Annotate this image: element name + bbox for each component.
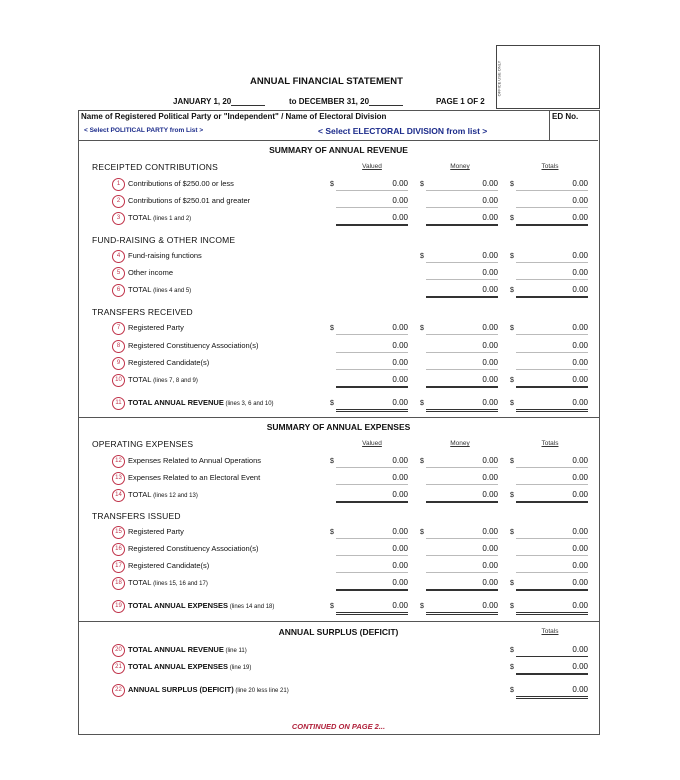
dollar-sign: $ (510, 603, 514, 610)
line-label (128, 341, 258, 350)
amount-field-totals[interactable]: 0.00 (516, 473, 588, 485)
line-label (128, 323, 184, 332)
column-header-totals: Totals (541, 440, 559, 447)
line-label (128, 490, 198, 499)
column-header-valued: Valued (362, 163, 382, 170)
line-label (128, 285, 191, 294)
dollar-sign: $ (510, 580, 514, 587)
line-label-text: Contributions of $250.01 and greater (128, 196, 251, 205)
line-number-badge: 4 (112, 250, 125, 263)
line-label-text: Other income (128, 268, 174, 277)
amount-field-money[interactable]: 0.00 (426, 527, 498, 539)
line-label (128, 578, 208, 587)
amount-field-valued[interactable]: 0.00 (336, 473, 408, 485)
line-label (128, 561, 209, 570)
line-number-badge: 5 (112, 267, 125, 280)
amount-field-money[interactable]: 0.00 (426, 341, 498, 353)
amount-field-valued[interactable]: 0.00 (336, 323, 408, 335)
line-note: (lines 4 and 5) (151, 288, 192, 294)
amount-field-valued[interactable]: 0.00 (336, 456, 408, 468)
line-label-text: Registered Party (128, 527, 184, 536)
dollar-sign: $ (420, 400, 424, 407)
amount-field-money[interactable]: 0.00 (426, 285, 498, 298)
dollar-sign: $ (330, 529, 334, 536)
line-number-badge: 2 (112, 195, 125, 208)
line-label (128, 179, 234, 188)
group-heading: RECEIPTED CONTRIBUTIONS (92, 162, 218, 172)
line-note: (lines 12 and 13) (151, 493, 198, 499)
amount-field-money[interactable]: 0.00 (426, 490, 498, 503)
dollar-sign: $ (510, 492, 514, 499)
amount-field-money[interactable]: 0.00 (426, 456, 498, 468)
amount-field-valued[interactable]: 0.00 (336, 578, 408, 591)
line-label-text: Expenses Related to an Electoral Event (128, 473, 261, 482)
line-label-text: Registered Constituency Association(s) (128, 544, 259, 553)
amount-field-valued[interactable]: 0.00 (336, 196, 408, 208)
line-note: (lines 1 and 2) (151, 216, 192, 222)
line-label-text: TOTAL ANNUAL REVENUE (128, 645, 224, 654)
section-title: SUMMARY OF ANNUAL EXPENSES (266, 422, 411, 432)
group-heading: TRANSFERS ISSUED (92, 511, 181, 521)
line-label (128, 685, 289, 694)
amount-field-money[interactable]: 0.00 (426, 213, 498, 226)
line-label (128, 196, 250, 205)
column-header-totals: Totals (541, 628, 559, 635)
line-label-text: Fund-raising functions (128, 251, 202, 260)
line-label (128, 375, 198, 384)
amount-field-valued[interactable]: 0.00 (336, 527, 408, 539)
form-title: ANNUAL FINANCIAL STATEMENT (250, 76, 403, 87)
section-title: ANNUAL SURPLUS (DEFICIT) (278, 627, 399, 637)
line-number-badge: 21 (112, 661, 125, 674)
amount-field-money[interactable]: 0.00 (426, 578, 498, 591)
line-label-text: Registered Candidate(s) (128, 358, 210, 367)
amount-field-totals[interactable]: 0.00 (516, 645, 588, 657)
period-from (173, 97, 265, 106)
amount-field-money[interactable]: 0.00 (426, 473, 498, 485)
amount-field-totals[interactable]: 0.00 (516, 601, 588, 615)
amount-field-totals[interactable]: 0.00 (516, 251, 588, 263)
line-note: (lines 15, 16 and 17) (151, 581, 208, 587)
dollar-sign: $ (510, 215, 514, 222)
dollar-sign: $ (330, 181, 334, 188)
dollar-sign: $ (420, 325, 424, 332)
amount-field-valued[interactable]: 0.00 (336, 398, 408, 412)
line-label-text: Registered Constituency Association(s) (128, 341, 259, 350)
dollar-sign: $ (510, 458, 514, 465)
dollar-sign: $ (330, 458, 334, 465)
amount-field-totals[interactable]: 0.00 (516, 685, 588, 699)
line-label (128, 251, 202, 260)
line-label-text: TOTAL ANNUAL REVENUE (128, 398, 224, 407)
amount-field-totals[interactable]: 0.00 (516, 285, 588, 298)
ed-divider (549, 110, 550, 141)
ed-number-label: ED No. (552, 112, 579, 121)
line-label-text: Registered Candidate(s) (128, 561, 210, 570)
amount-field-totals[interactable]: 0.00 (516, 456, 588, 468)
line-number-badge: 17 (112, 560, 125, 573)
amount-field-money[interactable]: 0.00 (426, 398, 498, 412)
amount-field-totals[interactable]: 0.00 (516, 578, 588, 591)
dollar-sign: $ (510, 687, 514, 694)
dollar-sign: $ (510, 287, 514, 294)
amount-field-totals[interactable]: 0.00 (516, 527, 588, 539)
amount-field-totals[interactable]: 0.00 (516, 268, 588, 280)
amount-field-money[interactable]: 0.00 (426, 323, 498, 335)
line-number-badge: 14 (112, 489, 125, 502)
amount-field-valued[interactable]: 0.00 (336, 601, 408, 615)
amount-field-totals[interactable]: 0.00 (516, 179, 588, 191)
period-to-label: to DECEMBER 31, 20 (289, 97, 370, 106)
section-divider (78, 417, 599, 418)
dollar-sign: $ (420, 529, 424, 536)
amount-field-money[interactable]: 0.00 (426, 251, 498, 263)
line-note: (lines 7, 8 and 9) (151, 378, 198, 384)
amount-field-money[interactable]: 0.00 (426, 561, 498, 573)
line-number-badge: 11 (112, 397, 125, 410)
dollar-sign: $ (510, 253, 514, 260)
dollar-sign: $ (510, 664, 514, 671)
amount-field-totals[interactable]: 0.00 (516, 375, 588, 388)
year-to-field[interactable] (369, 97, 403, 106)
amount-field-money[interactable]: 0.00 (426, 601, 498, 615)
amount-field-valued[interactable]: 0.00 (336, 561, 408, 573)
group-heading: OPERATING EXPENSES (92, 439, 194, 449)
dollar-sign: $ (510, 181, 514, 188)
amount-field-totals[interactable]: 0.00 (516, 561, 588, 573)
line-number-badge: 9 (112, 357, 125, 370)
page-indicator: PAGE 1 OF 2 (436, 97, 485, 106)
political-party-select[interactable]: < Select POLITICAL PARTY from List > (84, 127, 204, 134)
amount-field-valued[interactable]: 0.00 (336, 341, 408, 353)
amount-field-money[interactable]: 0.00 (426, 375, 498, 388)
continued-note: CONTINUED ON PAGE 2... (291, 722, 386, 731)
line-note: (line 11) (223, 648, 247, 654)
amount-field-totals[interactable]: 0.00 (516, 490, 588, 503)
line-label-text: Contributions of $250.00 or less (128, 179, 234, 188)
line-number-badge: 12 (112, 455, 125, 468)
dollar-sign: $ (330, 400, 334, 407)
line-label-text: TOTAL (128, 285, 152, 294)
line-label-text: ANNUAL SURPLUS (DEFICIT) (128, 685, 234, 694)
column-header-money: Money (450, 440, 470, 447)
line-number-badge: 16 (112, 543, 125, 556)
amount-field-valued[interactable]: 0.00 (336, 375, 408, 388)
dollar-sign: $ (330, 325, 334, 332)
line-label (128, 645, 247, 654)
line-label-text: TOTAL ANNUAL EXPENSES (128, 662, 229, 671)
column-header-totals: Totals (541, 163, 559, 170)
amount-field-totals[interactable]: 0.00 (516, 341, 588, 353)
line-label (128, 398, 274, 407)
line-number-badge: 8 (112, 340, 125, 353)
amount-field-valued[interactable]: 0.00 (336, 358, 408, 370)
amount-field-valued[interactable]: 0.00 (336, 490, 408, 503)
line-number-badge: 19 (112, 600, 125, 613)
dollar-sign: $ (330, 603, 334, 610)
electoral-division-select[interactable]: < Select ELECTORAL DIVISION from list > (318, 126, 488, 136)
dollar-sign: $ (420, 458, 424, 465)
column-header-money: Money (450, 163, 470, 170)
line-label (128, 213, 191, 222)
line-note: (line 20 less line 21) (233, 688, 289, 694)
line-label (128, 268, 173, 277)
line-label-text: TOTAL (128, 578, 152, 587)
line-label-text: TOTAL (128, 213, 152, 222)
line-label-text: TOTAL (128, 375, 152, 384)
amount-field-valued[interactable]: 0.00 (336, 213, 408, 226)
amount-field-totals[interactable]: 0.00 (516, 196, 588, 208)
amount-field-valued[interactable]: 0.00 (336, 179, 408, 191)
line-label (128, 473, 260, 482)
line-number-badge: 13 (112, 472, 125, 485)
name-label: Name of Registered Political Party or "Independent" / Name of Electoral Division (81, 112, 387, 121)
dollar-sign: $ (510, 325, 514, 332)
period-from-label: JANUARY 1, 20 (173, 97, 232, 106)
dollar-sign: $ (510, 377, 514, 384)
line-note: (lines 14 and 18) (228, 604, 275, 610)
line-label (128, 527, 184, 536)
amount-field-valued[interactable]: 0.00 (336, 544, 408, 556)
line-number-badge: 10 (112, 374, 125, 387)
line-label (128, 544, 258, 553)
line-label-text: Registered Party (128, 323, 184, 332)
line-label-text: TOTAL ANNUAL EXPENSES (128, 601, 229, 610)
amount-field-totals[interactable]: 0.00 (516, 213, 588, 226)
group-heading: TRANSFERS RECEIVED (92, 307, 193, 317)
amount-field-money[interactable]: 0.00 (426, 268, 498, 280)
year-from-field[interactable] (231, 97, 265, 106)
line-note: (lines 3, 6 and 10) (223, 401, 274, 407)
line-label (128, 358, 209, 367)
amount-field-money[interactable]: 0.00 (426, 196, 498, 208)
dollar-sign: $ (420, 253, 424, 260)
dollar-sign: $ (510, 400, 514, 407)
dollar-sign: $ (420, 181, 424, 188)
line-number-badge: 20 (112, 644, 125, 657)
amount-field-money[interactable]: 0.00 (426, 544, 498, 556)
office-use-box (496, 45, 600, 109)
line-number-badge: 3 (112, 212, 125, 225)
section-title: SUMMARY OF ANNUAL REVENUE (269, 145, 408, 155)
amount-field-money[interactable]: 0.00 (426, 179, 498, 191)
dollar-sign: $ (510, 529, 514, 536)
line-number-badge: 18 (112, 577, 125, 590)
dollar-sign: $ (420, 603, 424, 610)
dollar-sign: $ (510, 647, 514, 654)
line-label (128, 456, 261, 465)
amount-field-totals[interactable]: 0.00 (516, 358, 588, 370)
amount-field-totals[interactable]: 0.00 (516, 398, 588, 412)
amount-field-money[interactable]: 0.00 (426, 358, 498, 370)
section-divider (78, 621, 599, 622)
period-to (289, 97, 403, 106)
line-number-badge: 1 (112, 178, 125, 191)
line-note: (line 19) (228, 665, 252, 671)
line-number-badge: 7 (112, 322, 125, 335)
office-use-label: OFFICE USE ONLY (496, 60, 502, 97)
column-header-valued: Valued (362, 440, 382, 447)
line-number-badge: 15 (112, 526, 125, 539)
amount-field-totals[interactable]: 0.00 (516, 544, 588, 556)
amount-field-totals[interactable]: 0.00 (516, 323, 588, 335)
line-label (128, 601, 274, 610)
line-label (128, 662, 251, 671)
line-label-text: Expenses Related to Annual Operations (128, 456, 262, 465)
amount-field-totals[interactable]: 0.00 (516, 662, 588, 675)
line-number-badge: 22 (112, 684, 125, 697)
line-number-badge: 6 (112, 284, 125, 297)
line-label-text: TOTAL (128, 490, 152, 499)
group-heading: FUND-RAISING & OTHER INCOME (92, 235, 236, 245)
